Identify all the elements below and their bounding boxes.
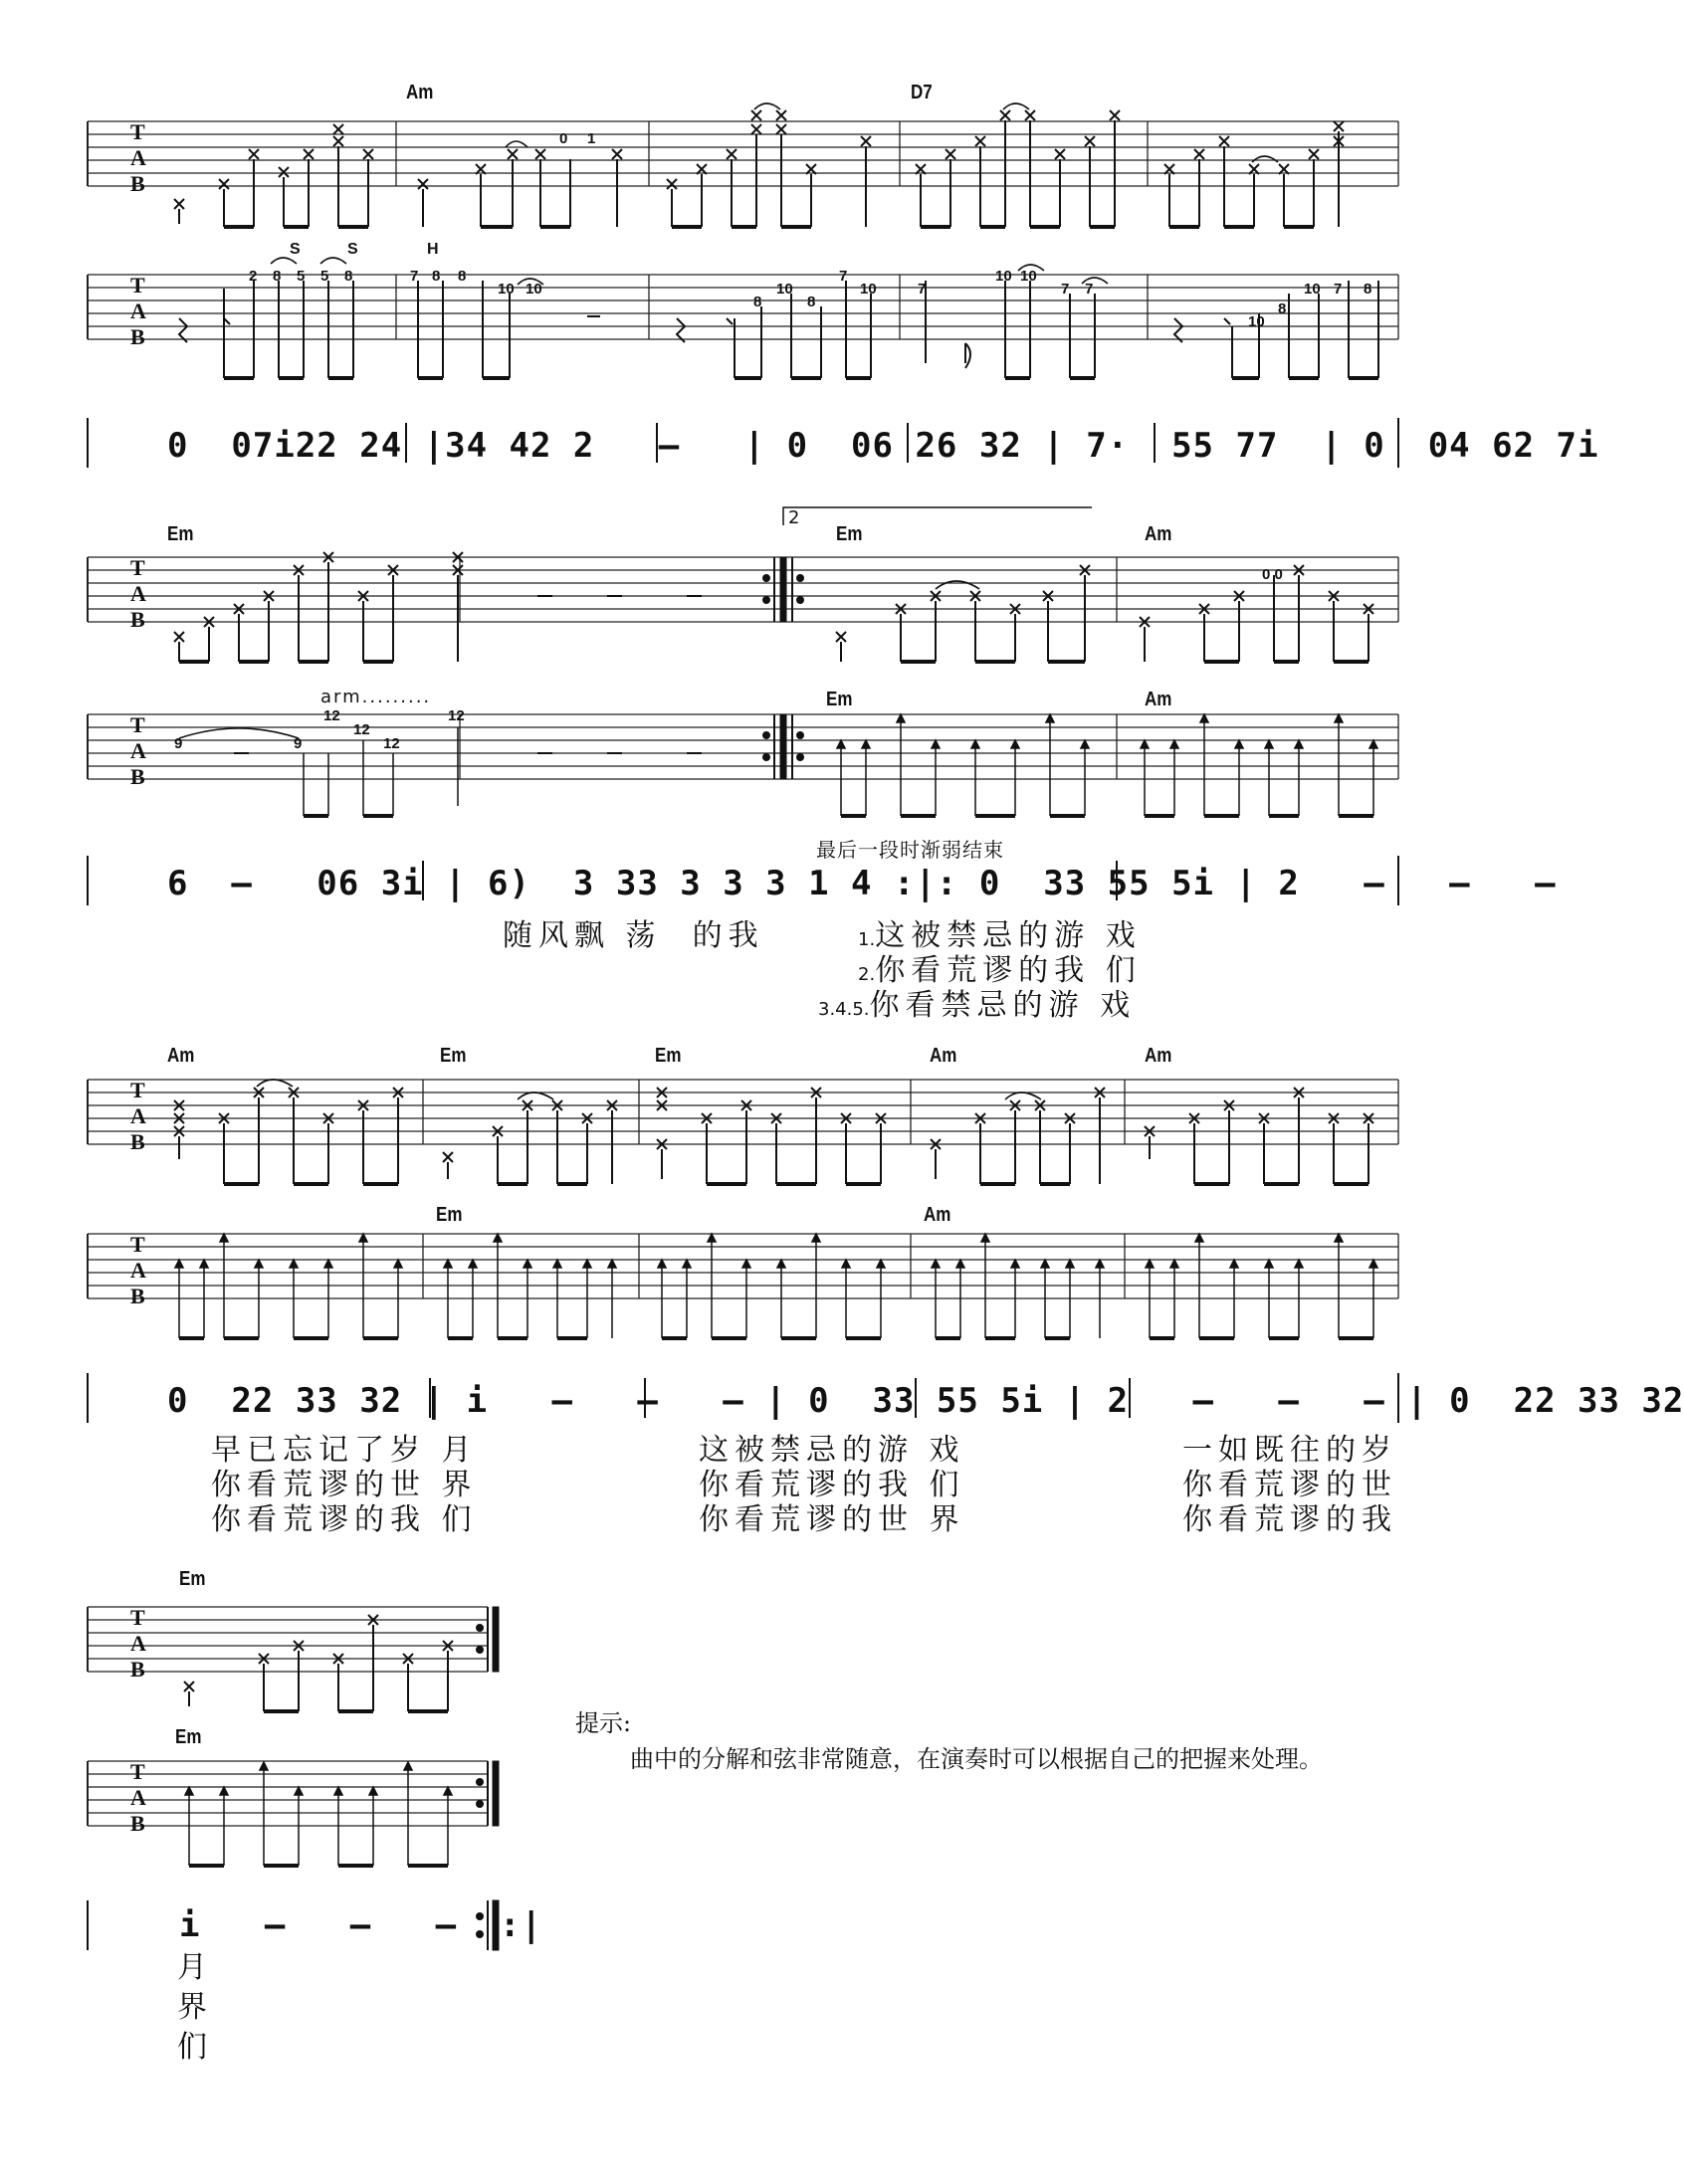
tab-letter: T bbox=[130, 1232, 145, 1257]
fret-number: 8 bbox=[753, 294, 762, 310]
chord-label: Am bbox=[1145, 1045, 1172, 1067]
fret-number: 0 0 bbox=[1262, 566, 1283, 583]
fret-number: 12 bbox=[323, 707, 340, 724]
fret-number: 8 bbox=[807, 294, 816, 310]
chord-label: Em bbox=[836, 523, 863, 545]
tab-letter: B bbox=[130, 764, 145, 789]
chord-label: Em bbox=[655, 1045, 682, 1067]
lyric-line: 一如既往的岁 bbox=[1182, 1433, 1397, 1468]
tab-letter: B bbox=[130, 1657, 145, 1682]
fret-number: 12 bbox=[383, 735, 400, 752]
tab-letter: A bbox=[130, 581, 146, 606]
chord-label: Am bbox=[406, 82, 434, 103]
fret-number: 7 bbox=[839, 268, 848, 285]
lyric-column bbox=[177, 1948, 217, 2068]
fret-number: 10 bbox=[498, 281, 515, 298]
lyric-line: 这被禁忌的游 戏 bbox=[699, 1433, 965, 1468]
tab-letter: T bbox=[130, 119, 145, 144]
chord-label: Em bbox=[440, 1045, 467, 1067]
verse-number: 1. bbox=[858, 929, 876, 950]
volta-number: 2 bbox=[788, 507, 800, 528]
fret-number: 10 bbox=[1020, 268, 1037, 285]
lyric-line: 你看荒谬的世 bbox=[1182, 1468, 1397, 1502]
tab-letter: A bbox=[130, 145, 146, 170]
chord-label: Em bbox=[167, 523, 194, 545]
hint-text: 曲中的分解和弦非常随意，在演奏时可以根据自己的把握来处理。 bbox=[630, 1745, 1323, 1773]
fret-number: 7 bbox=[410, 268, 419, 285]
chord-label: D7 bbox=[911, 82, 933, 103]
chord-label: Am bbox=[930, 1045, 957, 1067]
fret-number: 8 bbox=[1278, 300, 1287, 317]
fret-number: 9 bbox=[174, 735, 183, 752]
tab-letter: A bbox=[130, 1785, 146, 1810]
verse-text: 这被禁忌的游 戏 bbox=[875, 918, 1142, 953]
jianpu-line: i – – – :| bbox=[179, 1905, 542, 1945]
tab-letter: T bbox=[130, 555, 145, 580]
lyric-line: 你看荒谬的世 界 bbox=[699, 1502, 965, 1537]
fret-number: 7 bbox=[1061, 281, 1070, 298]
tab-letter: B bbox=[130, 1129, 145, 1154]
tab-letter: T bbox=[130, 1759, 145, 1784]
jianpu-line: 0 22 33 32 | i – – – | 0 33 55 5i | 2 – – – | 0 22 33 32 bbox=[167, 1381, 1684, 1421]
fret-number: 10 bbox=[776, 281, 793, 298]
hammer-on-mark: H bbox=[427, 241, 439, 258]
tab-letter: T bbox=[130, 1078, 145, 1102]
lyric-char: 月 bbox=[177, 1950, 207, 1985]
fret-number: 10 bbox=[860, 281, 877, 298]
slide-mark: S bbox=[347, 241, 358, 258]
fret-number: 12 bbox=[448, 707, 465, 724]
tab-letter: B bbox=[130, 1284, 145, 1308]
tab-letter: T bbox=[130, 712, 145, 737]
lyric-line: 你看荒谬的我 们 bbox=[211, 1502, 478, 1537]
fret-number: 8 bbox=[458, 268, 467, 285]
fret-number: 9 bbox=[294, 735, 303, 752]
lyric-char: 界 bbox=[177, 1990, 207, 2025]
tab-letter: B bbox=[130, 607, 145, 632]
chord-label: Am bbox=[1145, 689, 1172, 710]
fret-number: 10 bbox=[1304, 281, 1321, 298]
tab-letter: T bbox=[130, 1605, 145, 1630]
fret-number: 10 bbox=[526, 281, 542, 298]
chord-label: Am bbox=[924, 1204, 951, 1226]
fade-note: 最后一段时渐弱结束 bbox=[816, 838, 1004, 862]
chord-label: Am bbox=[167, 1045, 195, 1067]
fret-number: 8 bbox=[344, 268, 353, 285]
verse-number: 3.4.5. bbox=[818, 999, 870, 1020]
jianpu-line: 0 07i22 24 |34 42 2 – | 0 06 26 32 | 7· 55 77 | 0 04 62 7i bbox=[167, 426, 1599, 466]
slide-mark: S bbox=[290, 241, 301, 258]
fret-number: 7 bbox=[1334, 281, 1343, 298]
verse-number: 2. bbox=[858, 964, 876, 985]
verse-text: 你看荒谬的我 们 bbox=[875, 953, 1142, 988]
tab-letter: T bbox=[130, 273, 145, 298]
fret-number: 5 bbox=[320, 268, 329, 285]
tab-letter: B bbox=[130, 171, 145, 196]
strum-arrows bbox=[185, 1762, 452, 1866]
fret-number: 2 bbox=[249, 268, 258, 285]
lyric-char: 们 bbox=[177, 2030, 207, 2065]
jianpu-line: 6 – 06 3i | 6) 3 33 3 3 3 1 4 :|: 0 33 55 5i | 2 – – – bbox=[167, 864, 1557, 903]
lyric-line: 你看荒谬的世 界 bbox=[211, 1468, 478, 1502]
tab-letter: A bbox=[130, 738, 146, 763]
chord-label: Am bbox=[1145, 523, 1172, 545]
hint-title: 提示: bbox=[575, 1709, 632, 1737]
fret-number: 5 bbox=[297, 268, 306, 285]
fret-number: 10 bbox=[1248, 313, 1265, 330]
arm-marking: arm......... bbox=[320, 687, 432, 707]
fret-number: 0 bbox=[559, 130, 568, 147]
chord-label: Em bbox=[179, 1568, 206, 1590]
fret-number: 8 bbox=[432, 268, 441, 285]
fret-number: 8 bbox=[273, 268, 282, 285]
lyric-line: 你看荒谬的我 bbox=[1182, 1502, 1397, 1537]
fret-number: 7 bbox=[1085, 281, 1094, 298]
tab-letter: A bbox=[130, 1258, 146, 1283]
chord-label: Em bbox=[175, 1726, 202, 1748]
fret-number: 8 bbox=[1364, 281, 1372, 298]
lyric-line: 随风飘 荡 的我 bbox=[503, 918, 764, 953]
fret-number: 7 bbox=[918, 281, 927, 298]
fret-number: 12 bbox=[353, 721, 370, 738]
fret-number: 10 bbox=[995, 268, 1012, 285]
chord-label: Em bbox=[826, 689, 853, 710]
tab-letter: A bbox=[130, 298, 146, 323]
lyric-line: 早已忘记了岁 月 bbox=[211, 1433, 478, 1468]
tab-letter: A bbox=[130, 1631, 146, 1656]
fret-number: 1 bbox=[587, 130, 596, 147]
tab-letter: A bbox=[130, 1103, 146, 1128]
chord-label: Em bbox=[436, 1204, 463, 1226]
verse-text: 你看禁忌的游 戏 bbox=[869, 988, 1137, 1023]
tab-letter: B bbox=[130, 1811, 145, 1836]
lyric-line: 你看荒谬的我 们 bbox=[699, 1468, 965, 1502]
tab-letter: B bbox=[130, 324, 145, 349]
